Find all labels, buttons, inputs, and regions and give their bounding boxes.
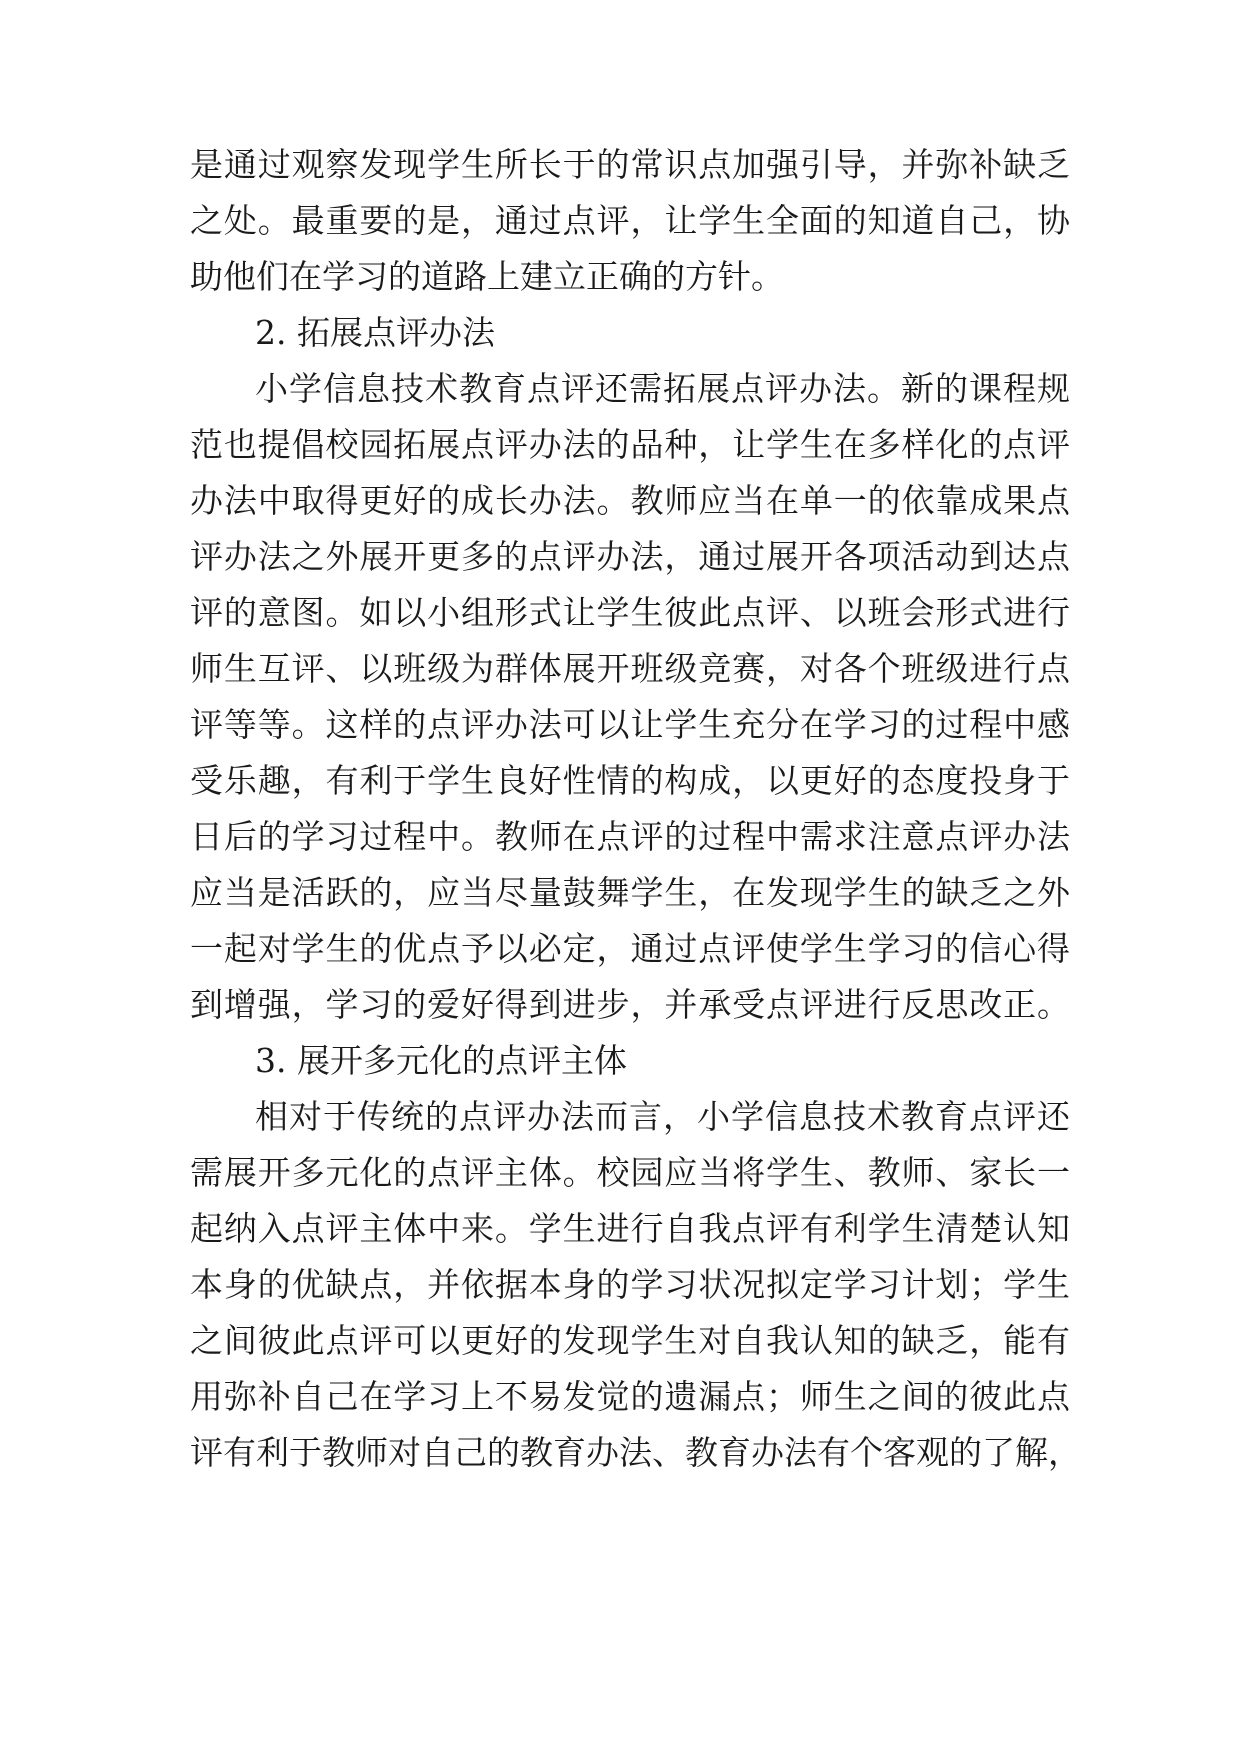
paragraph-line: 范也提倡校园拓展点评办法的品种，让学生在多样化的点评 [190,425,1070,464]
paragraph-line: 评等等。这样的点评办法可以让学生充分在学习的过程中感 [190,705,1070,744]
paragraph-line: 本身的优缺点，并依据本身的学习状况拟定学习计划；学生 [190,1265,1070,1304]
paragraph-line: 一起对学生的优点予以必定，通过点评使学生学习的信心得 [190,929,1070,968]
paragraph-line: 日后的学习过程中。教师在点评的过程中需求注意点评办法 [190,817,1070,856]
paragraph-line: 应当是活跃的，应当尽量鼓舞学生，在发现学生的缺乏之外 [190,873,1070,912]
paragraph-line: 之间彼此点评可以更好的发现学生对自我认知的缺乏，能有 [190,1321,1070,1360]
paragraph-line: 起纳入点评主体中来。学生进行自我点评有利学生清楚认知 [190,1209,1070,1248]
paragraph-line: 小学信息技术教育点评还需拓展点评办法。新的课程规 [255,369,1070,408]
paragraph-line: 之处。最重要的是，通过点评，让学生全面的知道自己，协 [190,201,1070,240]
paragraph-line: 是通过观察发现学生所长于的常识点加强引导，并弥补缺乏 [190,145,1070,184]
paragraph-line: 评办法之外展开更多的点评办法，通过展开各项活动到达点 [190,537,1070,576]
paragraph-line: 评有利于教师对自己的教育办法、教育办法有个客观的了解， [190,1433,1081,1472]
section-heading: 2. 拓展点评办法 [255,313,495,352]
paragraph-line: 办法中取得更好的成长办法。教师应当在单一的依靠成果点 [190,481,1070,520]
paragraph-line: 相对于传统的点评办法而言，小学信息技术教育点评还 [255,1097,1070,1136]
paragraph-line: 助他们在学习的道路上建立正确的方针。 [190,257,784,296]
paragraph-line: 用弥补自己在学习上不易发觉的遗漏点；师生之间的彼此点 [190,1377,1070,1416]
paragraph-line: 需展开多元化的点评主体。校园应当将学生、教师、家长一 [190,1153,1070,1192]
paragraph-line: 受乐趣，有利于学生良好性情的构成，以更好的态度投身于 [190,761,1070,800]
section-heading: 3. 展开多元化的点评主体 [255,1041,627,1080]
paragraph-line: 师生互评、以班级为群体展开班级竞赛，对各个班级进行点 [190,649,1070,688]
paragraph-line: 评的意图。如以小组形式让学生彼此点评、以班会形式进行 [190,593,1070,632]
paragraph-line: 到增强，学习的爱好得到进步，并承受点评进行反思改正。 [190,985,1070,1024]
